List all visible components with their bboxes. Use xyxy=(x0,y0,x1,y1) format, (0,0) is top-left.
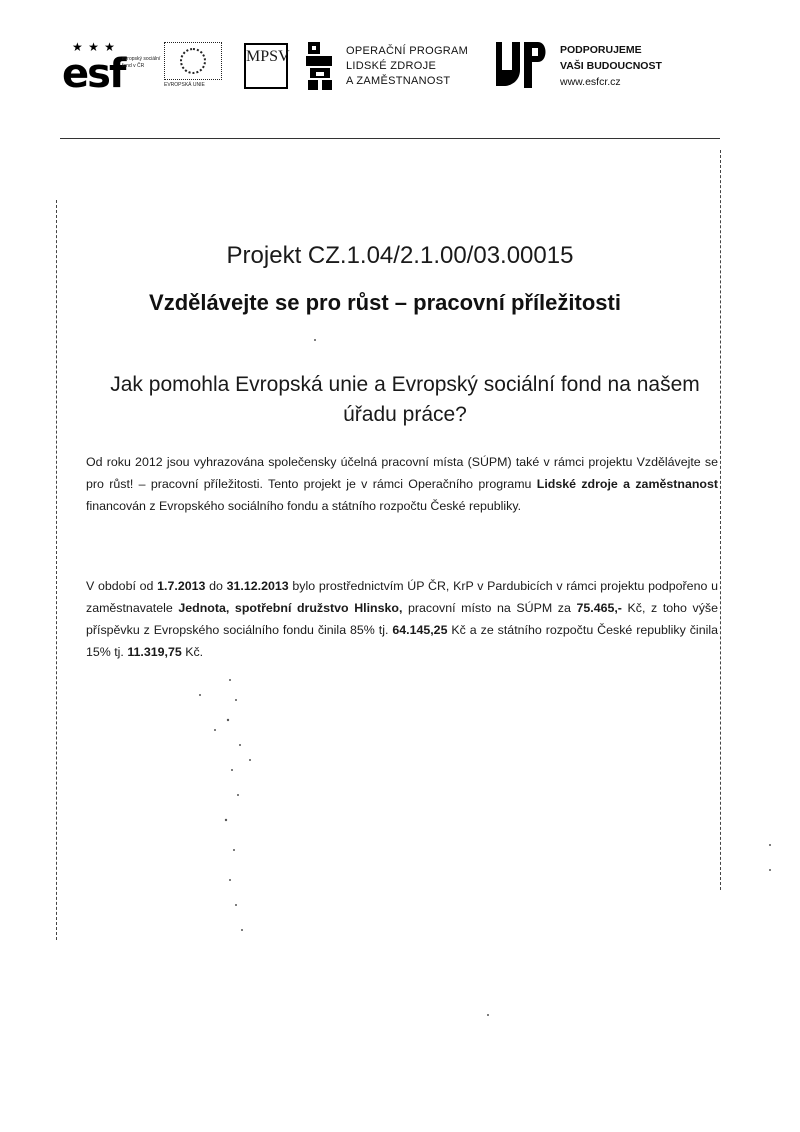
support-line-2: VAŠI BUDOUCNOST xyxy=(560,60,662,72)
op-line-2: LIDSKÉ ZDROJE xyxy=(346,60,437,72)
total-amount: 75.465,- xyxy=(576,601,622,615)
question-heading: Jak pomohla Evropská unie a Evropský sociální fond na našem úřadu práce? xyxy=(110,373,700,426)
funding-text-7: Kč. xyxy=(181,645,204,659)
period-start: 1.7.2013 xyxy=(157,579,206,593)
esf-logo-subtitle: evropský sociální fond v ČR xyxy=(122,56,161,69)
project-title: Projekt CZ.1.04/2.1.00/03.00015 xyxy=(226,242,574,269)
esf-amount: 64.145,25 xyxy=(392,623,448,637)
funding-text-5: Kč, z toho výše příspěvku z Evropského sociálního fondu činila 85% tj. xyxy=(86,601,719,637)
funding-text-6: Kč a ze státního rozpočtu České republiky činila 15% tj. xyxy=(86,623,718,659)
program-name: Lidské zdroje a zaměstnanost xyxy=(536,477,718,491)
support-url: www.esfcr.cz xyxy=(560,76,621,88)
employer-name: Jednota, spotřební družstvo Hlinsko, xyxy=(178,601,403,615)
state-amount: 11.319,75 xyxy=(127,645,182,659)
mpsv-logo: MPSV xyxy=(244,43,288,89)
funding-text-2: do xyxy=(205,579,227,593)
eu-logo-subtitle: EVROPSKÁ UNIE xyxy=(164,82,205,88)
paragraph-intro-text-1: Od roku 2012 jsou vyhrazována společensky účelná pracovní místa (SÚPM) také v rámci projektu Vzdělávejte se pro růst! – pracovní příležitosti. Tento projekt je v rámci Operačního programu xyxy=(86,455,718,491)
project-subtitle: Vzdělávejte se pro růst – pracovní příležitosti xyxy=(149,290,621,315)
eu-stars-icon: ★ ★ ★ xyxy=(72,40,116,54)
op-line-1: OPERAČNÍ PROGRAM xyxy=(346,45,469,57)
funding-text-1: V období od xyxy=(86,579,158,593)
support-line-1: PODPORUJEME xyxy=(560,44,642,56)
funding-text-4: pracovní místo na SÚPM za xyxy=(402,601,577,615)
paragraph-intro-text-2: financován z Evropského sociálního fondu a státního rozpočtu České republiky. xyxy=(86,499,522,513)
funding-text-3: bylo prostřednictvím ÚP ČR, KrP v Pardubicích v rámci projektu podpořeno u zaměstnavatele xyxy=(86,579,718,615)
period-end: 31.12.2013 xyxy=(226,579,289,593)
op-line-3: A ZAMĚSTNANOST xyxy=(346,75,451,87)
esf-logo-text: esf xyxy=(62,51,125,97)
